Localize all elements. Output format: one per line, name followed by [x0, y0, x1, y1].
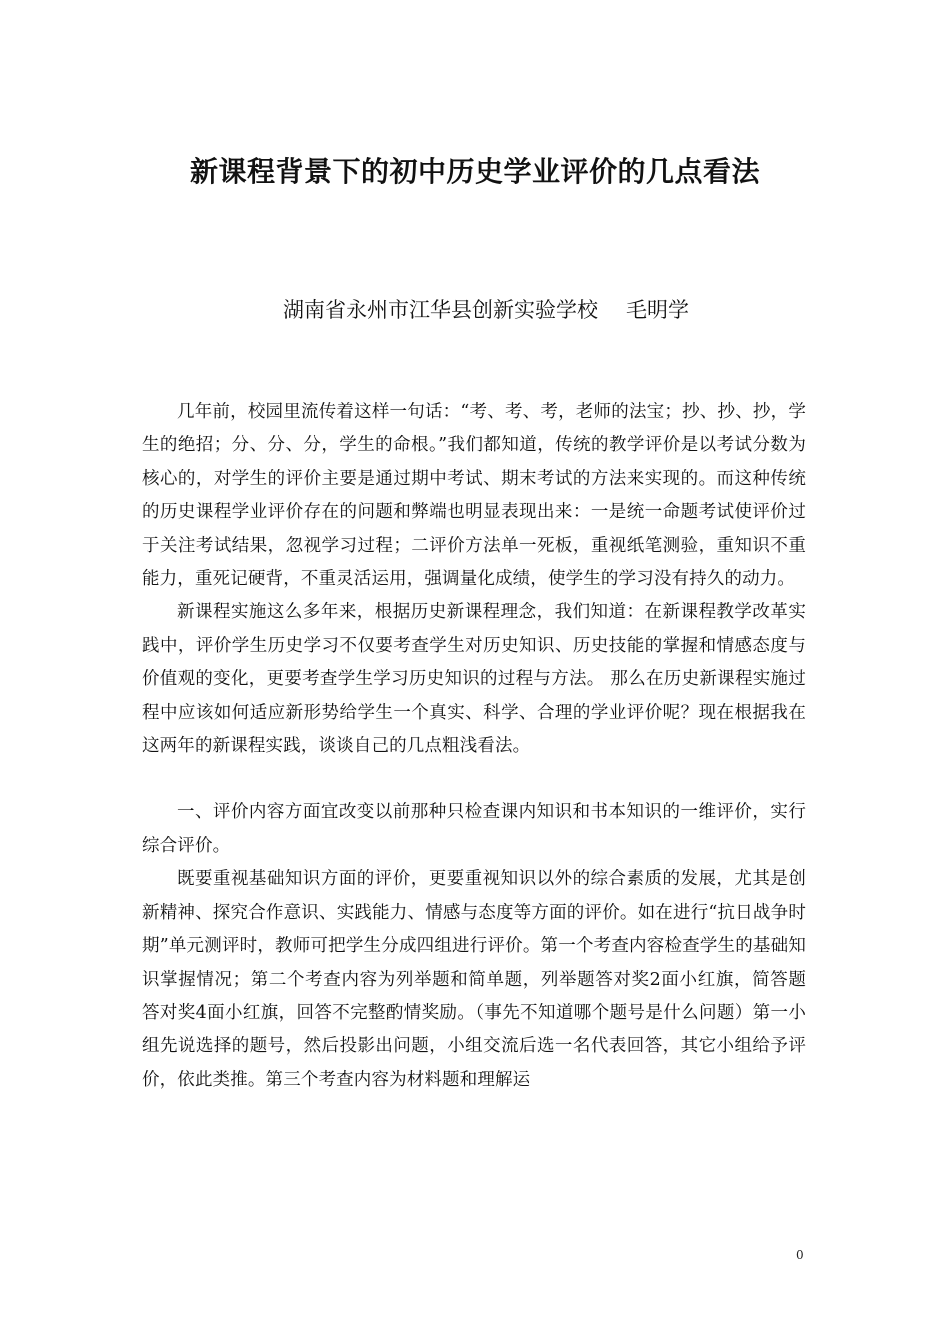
page-number: 0: [796, 1248, 804, 1262]
author-line: [283, 292, 689, 328]
paragraph-intro: 几年前，校园里流传着这样一句话：“考、考、考，老师的法宝；抄、抄、抄，学生的绝招；分、分、分，学生的命根。”我们都知道，传统的教学评价是以考试分数为核心的，对学生的评价主要是通过期中考试、期末考试的方法来实现的。而这种传统的历史课程学业评价存在的问题和弊端也明显表现出来：一是统一命题考试使评价过于关注考试结果，忽视学习过程；二评价方法单一死板，重视纸笔测验，重知识不重能力，重死记硬背，不重灵活运用，强调量化成绩，使学生的学习没有持久的动力。: [142, 402, 806, 590]
paragraph-section-1-body: 既要重视基础知识方面的评价，更要重视知识以外的综合素质的发展，尤其是创新精神、探究合作意识、实践能力、情感与态度等方面的评价。如在进行“抗日战争时期”单元测评时，教师可把学生分成四组进行评价。第一个考查内容检查学生的基础知识掌握情况；第二个考查内容为列举题和简单题，列举题答对奖2面小红旗，简答题答对奖4面小红旗，回答不完整酌情奖励。（事先不知道哪个题号是什么问题）第一小组先说选择的题号，然后投影出问题，小组交流后选一名代表回答，其它小组给予评价，依此类推。第三个考查内容为材料题和理解运: [142, 869, 806, 1090]
paragraph-spacer: [142, 763, 806, 796]
document-title: 新课程背景下的初中历史学业评价的几点看法: [189, 155, 760, 188]
author-affiliation: 湖南省永州市江华县创新实验学校: [283, 298, 598, 322]
paragraph-new-curriculum: 新课程实施这么多年来，根据历史新课程理念，我们知道：在新课程教学改革实践中，评价学生历史学习不仅要考查学生对历史知识、历史技能的掌握和情感态度与价值观的变化，更要考查学生学习历史知识的过程与方法。 那么在历史新课程实施过程中应该如何适应新形势给学生一个真实、科学、合理的学业评价呢？现在根据我在这两年的新课程实践，谈谈自己的几点粗浅看法。: [142, 602, 806, 757]
section-heading-1: 一、评价内容方面宜改变以前那种只检查课内知识和书本知识的一维评价，实行综合评价。: [142, 802, 806, 856]
author-name: 毛明学: [626, 298, 689, 322]
document-body: [142, 396, 806, 1097]
